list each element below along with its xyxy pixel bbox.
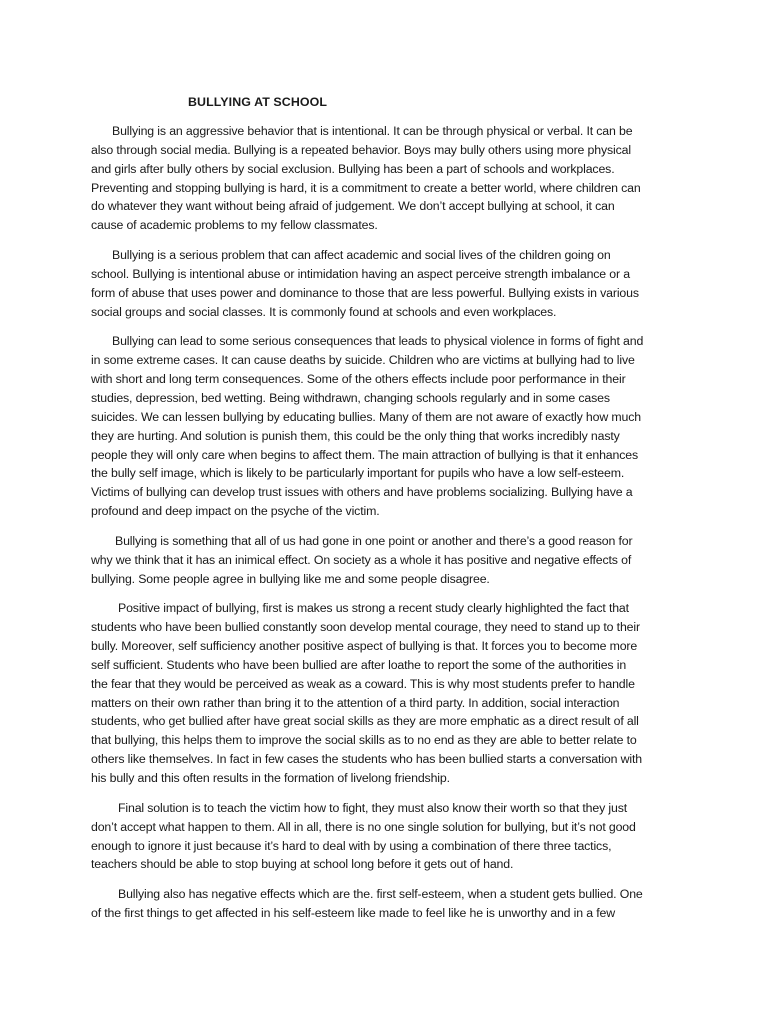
text-line: Preventing and stopping bullying is hard, it is a commitment to create a better world, where children can <box>91 180 641 195</box>
text-line: suicides. We can lessen bullying by educating bullies. Many of them are not aware of exactly how much <box>91 409 641 424</box>
paragraph <box>91 532 675 589</box>
document-body <box>91 122 675 934</box>
text-line: social groups and social classes. It is commonly found at schools and even workplaces. <box>91 304 557 319</box>
text-line: bullying. Some people agree in bullying like me and some people disagree. <box>91 571 490 586</box>
paragraph <box>91 332 675 520</box>
text-line: Bullying is a serious problem that can affect academic and social lives of the children going on <box>112 248 611 263</box>
text-line: do whatever they want without being afraid of judgement. We don’t accept bullying at school, it can <box>91 199 615 214</box>
text-line: don’t accept what happen to them. All in all, there is no one single solution for bullying, but it’s not good <box>91 819 636 834</box>
text-line: the fear that they would be perceived as weak as a coward. This is why most students prefer to handle <box>91 676 635 691</box>
text-line: also through social media. Bullying is a repeated behavior. Boys may bully others using more physical <box>91 142 631 157</box>
text-line: of the first things to get affected in his self-esteem like made to feel like he is unworthy and in a few <box>91 906 616 921</box>
text-line: people they will only care when begins to affect them. The main attraction of bullying is that it enhances <box>91 447 638 462</box>
paragraph <box>91 799 675 874</box>
text-line: why we think that it has an inimical effect. On society as a whole it has positive and negative effects of <box>91 552 632 567</box>
document-title: BULLYING AT SCHOOL <box>188 95 328 109</box>
paragraph <box>91 885 675 923</box>
paragraph <box>91 246 675 321</box>
text-line: form of abuse that uses power and dominance to those that are less powerful. Bullying exists in various <box>91 285 639 300</box>
text-line: others like themselves. In fact in few cases the students who has been bullied starts a conversation with <box>91 752 642 767</box>
text-line: profound and deep impact on the psyche of the victim. <box>91 504 380 519</box>
text-line: teachers should be able to stop buying at school long before it gets out of hand. <box>91 857 514 872</box>
text-line: students who have been bullied constantly soon develop mental courage, they need to stand up to their <box>91 620 640 635</box>
text-line: Bullying is something that all of us had gone in one point or another and there’s a good reason for <box>115 533 633 548</box>
text-line: with short and long term consequences. Some of the others effects include poor performance in their <box>91 372 626 387</box>
text-line: school. Bullying is intentional abuse or intimidation having an aspect perceive strength imbalance or a <box>91 266 630 281</box>
text-line: Bullying can lead to some serious consequences that leads to physical violence in forms of fight and <box>112 334 644 349</box>
text-line: Positive impact of bullying, first is makes us strong a recent study clearly highlighted the fact that <box>118 601 629 616</box>
text-line: the bully self image, which is likely to be particularly important for pupils who have a low self-esteem. <box>91 466 625 481</box>
text-line: Bullying is an aggressive behavior that is intentional. It can be through physical or verbal. It can be <box>112 124 633 138</box>
text-line: his bully and this often results in the formation of livelong friendship. <box>91 771 450 785</box>
text-line: Victims of bullying can develop trust issues with others and have problems socializing. Bullying have a <box>91 485 633 500</box>
text-line: in some extreme cases. It can cause deaths by suicide. Children who are victims at bullying had to live <box>91 353 635 368</box>
paragraph <box>91 599 675 787</box>
text-line: students, who get bullied after have great social skills as they are more emphatic as a direct result of all <box>91 714 639 729</box>
text-line: enough to ignore it just because it’s hard to deal with by using a combination of there three tactics, <box>91 838 612 853</box>
text-line: and girls after bully others by social exclusion. Bullying has been a part of schools and workplaces. <box>91 161 615 176</box>
text-line: Final solution is to teach the victim how to fight, they must also know their worth so that they just <box>118 800 628 815</box>
text-line: cause of academic problems to my fellow classmates. <box>91 218 378 233</box>
text-line: matters on their own rather than bring it to the attention of a third party. In addition, social interaction <box>91 695 620 710</box>
text-line: Bullying also has negative effects which are the. first self-esteem, when a student gets bullied. One <box>118 887 643 902</box>
text-line: that bullying, this helps them to improve the social skills as to no end as they are able to better relate to <box>91 733 637 748</box>
text-line: studies, depression, bed wetting. Being withdrawn, changing schools regularly and in some cases <box>91 390 610 405</box>
text-line: they are hurting. And solution is punish them, this could be the only thing that works incredibly nasty <box>91 428 620 443</box>
paragraph <box>91 122 675 235</box>
text-line: bully. Moreover, self sufficiency another positive aspect of bullying is that. It forces you to become more <box>91 639 638 654</box>
text-line: self sufficient. Students who have been bullied are after loathe to report the some of the authorities in <box>91 657 627 672</box>
